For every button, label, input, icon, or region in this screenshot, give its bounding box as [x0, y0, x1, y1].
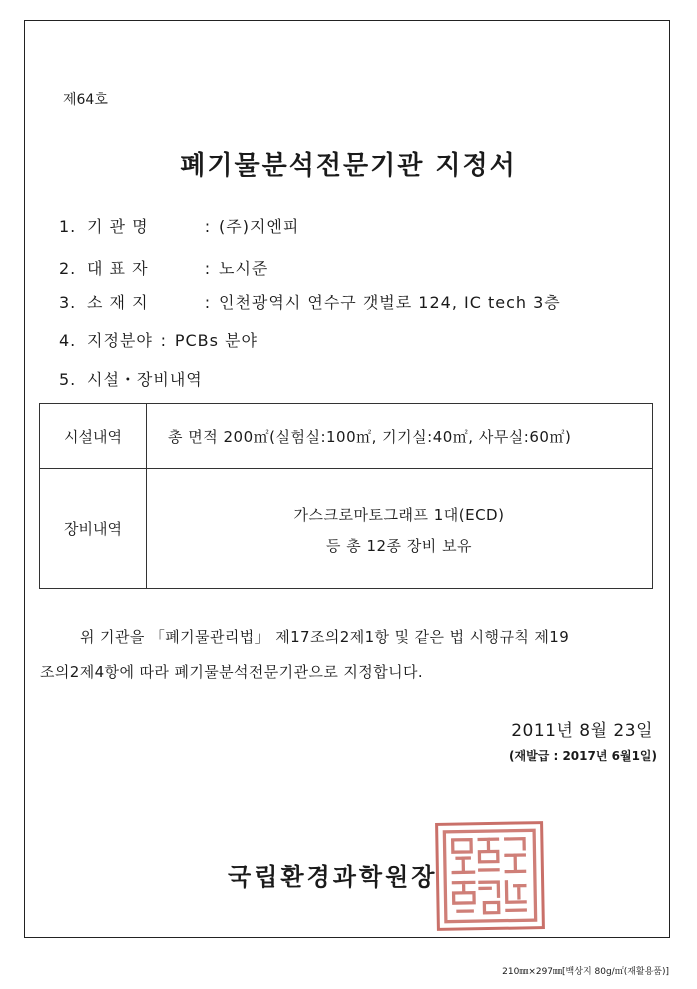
- item-label: 대 표 자: [87, 259, 149, 278]
- equipment-line-2: 등 총 12종 장비 보유: [325, 537, 473, 555]
- document-title: 폐기물분석전문기관 지정서: [180, 151, 517, 181]
- item-colon: :: [204, 293, 212, 312]
- facility-header: 시설내역: [64, 428, 122, 446]
- facility-value: 총 면적 200㎡(실험실:100㎡, 기기실:40㎡, 사무실:60㎡): [168, 428, 572, 446]
- item-colon: :: [204, 259, 212, 278]
- item-number: 1.: [59, 217, 77, 236]
- body-text-line-1: 위 기관을 「폐기물관리법」 제17조의2제1항 및 같은 법 시행규칙 제19: [80, 628, 570, 646]
- item-value: (주)지엔피: [219, 217, 300, 236]
- facilities-table: [39, 403, 653, 589]
- item-field: [59, 328, 258, 351]
- item-label: 시설・장비내역: [87, 370, 203, 389]
- item-label: 지정분야: [87, 331, 153, 350]
- item-address: [59, 290, 561, 313]
- paper-spec-footer: 210㎜×297㎜[백상지 80g/㎡(재활용품)]: [502, 967, 669, 977]
- item-label: 기 관 명: [87, 217, 149, 236]
- item-number: 5.: [59, 370, 77, 389]
- document-number: 제64호: [63, 92, 108, 108]
- item-number: 4.: [59, 331, 77, 350]
- body-text-line-2: 조의2제4항에 따라 폐기물분석전문기관으로 지정합니다.: [40, 663, 424, 681]
- reissue-date: (재발급 : 2017년 6월1일): [509, 749, 657, 763]
- item-label: 소 재 지: [87, 293, 149, 312]
- item-number: 2.: [59, 259, 77, 278]
- issuer-name: 국립환경과학원장: [228, 863, 438, 891]
- issue-date: 2011년 8월 23일: [511, 721, 653, 741]
- item-number: 3.: [59, 293, 77, 312]
- item-institution-name: [59, 214, 299, 237]
- table-divider-horizontal: [40, 468, 652, 469]
- item-value: 인천광역시 연수구 갯벌로 124, IC tech 3층: [219, 293, 561, 312]
- item-value: 노시준: [219, 259, 269, 278]
- item-colon: :: [204, 217, 212, 236]
- official-seal-icon: [435, 821, 545, 931]
- item-facilities: [59, 367, 203, 390]
- item-representative: [59, 256, 268, 279]
- equipment-header: 장비내역: [64, 520, 122, 538]
- item-colon: :: [160, 331, 168, 350]
- equipment-line-1: 가스크로마토그래프 1대(ECD): [293, 506, 505, 524]
- table-divider-vertical: [146, 404, 147, 588]
- item-value: PCBs 분야: [174, 331, 258, 350]
